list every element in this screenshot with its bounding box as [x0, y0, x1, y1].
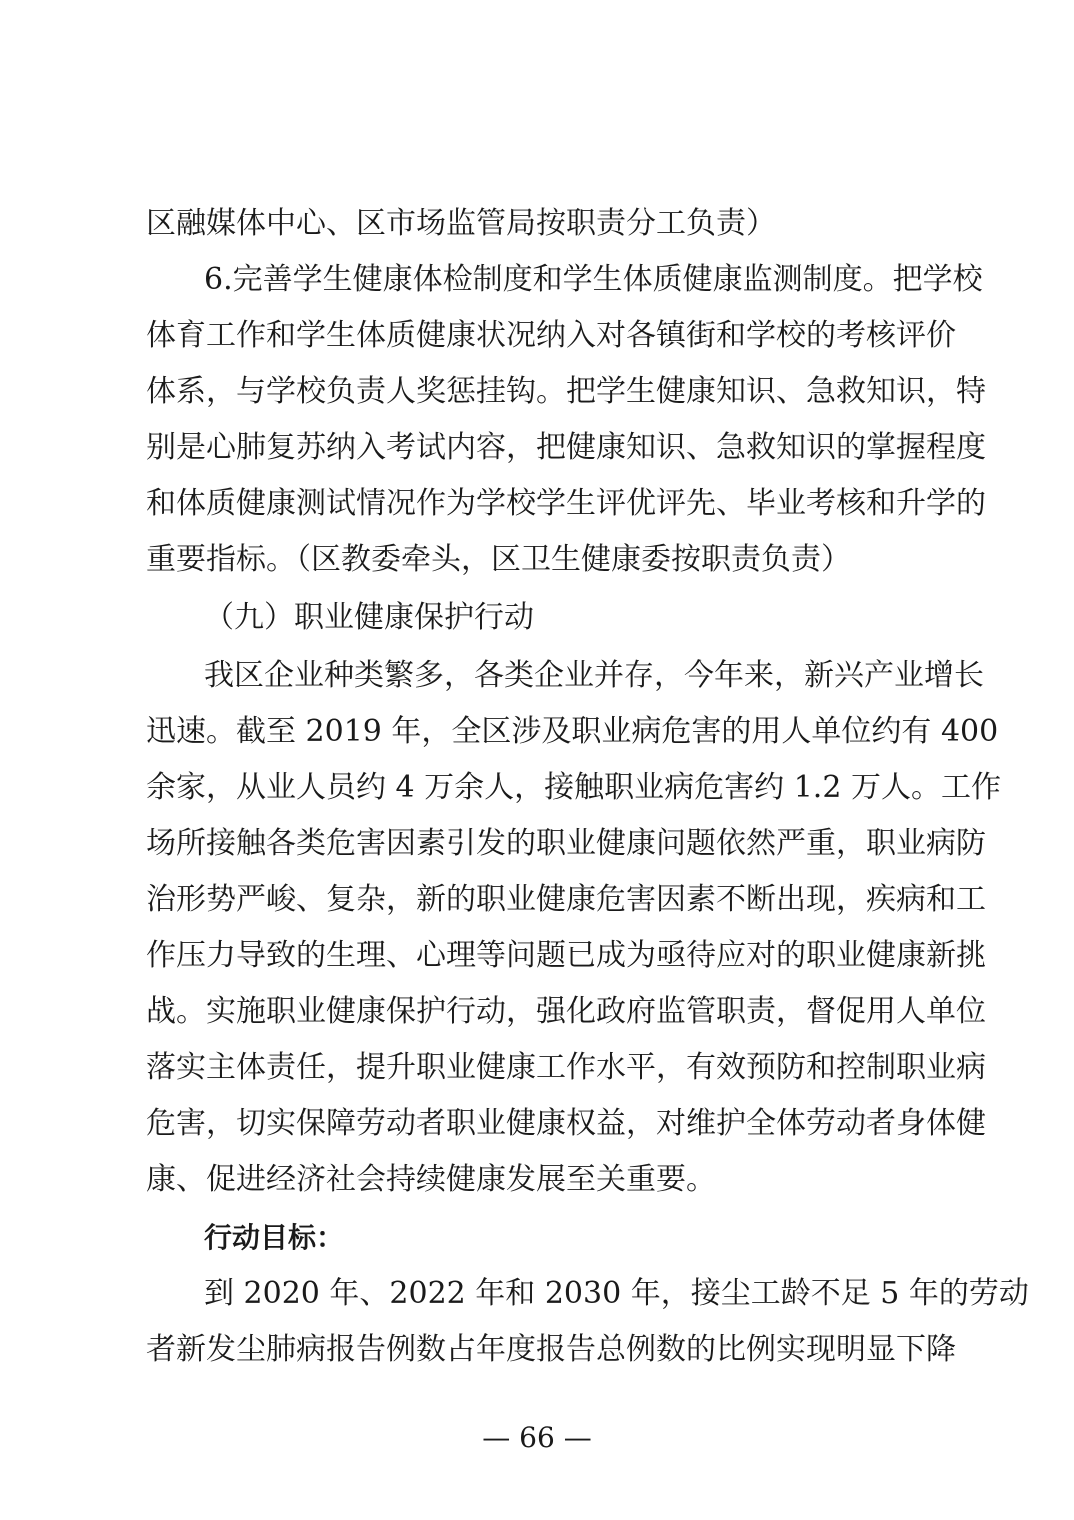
paragraph-line: 区融媒体中心、区市场监管局按职责分工负责）	[146, 206, 776, 241]
paragraph-line: 我区企业种类繁多，各类企业并存，今年来，新兴产业增长	[204, 658, 984, 693]
goal-heading: 行动目标：	[204, 1221, 345, 1254]
paragraph-line: 康、促进经济社会持续健康发展至关重要。	[146, 1162, 716, 1197]
paragraph-line: 迅速。截至 2019 年，全区涉及职业病危害的用人单位约有 400	[146, 714, 999, 749]
paragraph-line: 者新发尘肺病报告例数占年度报告总例数的比例实现明显下降	[146, 1332, 956, 1367]
paragraph-line: 余家，从业人员约 4 万余人，接触职业病危害约 1.2 万人。工作	[146, 770, 1001, 805]
paragraph-line: 落实主体责任，提升职业健康工作水平，有效预防和控制职业病	[146, 1050, 986, 1085]
paragraph-line: 场所接触各类危害因素引发的职业健康问题依然严重，职业病防	[146, 826, 986, 861]
paragraph-line: 危害，切实保障劳动者职业健康权益，对维护全体劳动者身体健	[146, 1106, 986, 1141]
paragraph-line: 战。实施职业健康保护行动，强化政府监管职责，督促用人单位	[146, 994, 986, 1029]
paragraph-line: 别是心肺复苏纳入考试内容，把健康知识、急救知识的掌握程度	[146, 430, 986, 465]
paragraph-line: 6.完善学生健康体检制度和学生体质健康监测制度。把学校	[204, 262, 983, 297]
paragraph-line: 体系，与学校负责人奖惩挂钩。把学生健康知识、急救知识，特	[146, 374, 986, 409]
section-heading: （九）职业健康保护行动	[204, 600, 534, 635]
paragraph-line: 治形势严峻、复杂，新的职业健康危害因素不断出现，疾病和工	[146, 882, 986, 917]
paragraph-line: 到 2020 年、2022 年和 2030 年，接尘工龄不足 5 年的劳动	[204, 1276, 1029, 1311]
page-number: — 66 —	[482, 1421, 592, 1454]
paragraph-line: 和体质健康测试情况作为学校学生评优评先、毕业考核和升学的	[146, 486, 986, 521]
paragraph-line: 重要指标。（区教委牵头，区卫生健康委按职责负责）	[146, 542, 851, 577]
paragraph-line: 作压力导致的生理、心理等问题已成为亟待应对的职业健康新挑	[146, 938, 986, 973]
paragraph-line: 体育工作和学生体质健康状况纳入对各镇街和学校的考核评价	[146, 318, 956, 353]
